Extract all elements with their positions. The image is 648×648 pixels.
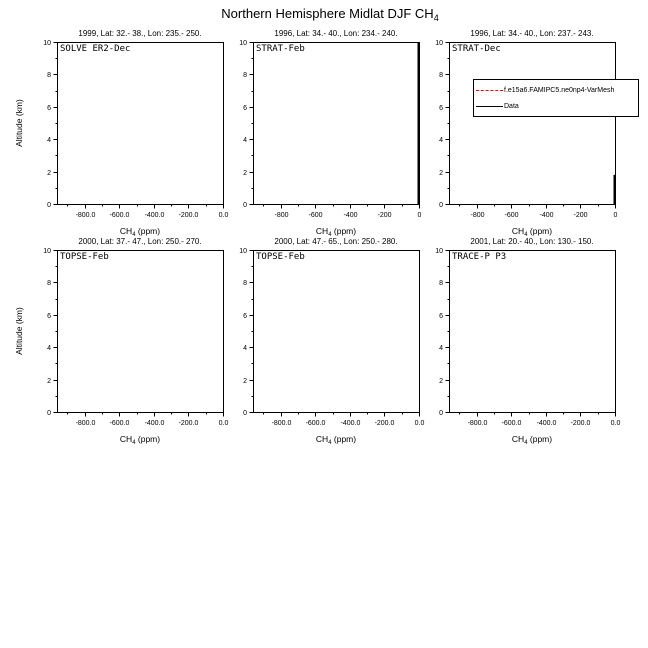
svg-text:10: 10 bbox=[435, 248, 443, 255]
svg-text:2: 2 bbox=[47, 170, 51, 177]
svg-text:-800: -800 bbox=[274, 212, 289, 219]
svg-text:0: 0 bbox=[439, 410, 443, 417]
svg-text:6: 6 bbox=[47, 105, 51, 112]
panel-label: STRAT-Feb bbox=[256, 44, 305, 54]
svg-text:4: 4 bbox=[243, 137, 247, 144]
legend-data-label: Data bbox=[504, 102, 519, 110]
svg-text:-800.0: -800.0 bbox=[271, 420, 292, 427]
svg-text:-800.0: -800.0 bbox=[467, 420, 488, 427]
svg-text:-200: -200 bbox=[377, 212, 392, 219]
svg-text:10: 10 bbox=[239, 248, 247, 255]
x-axis-label-subscript: 4 bbox=[132, 440, 136, 446]
panel-subtitle: 1996, Lat: 34.- 40., Lon: 237.- 243. bbox=[470, 29, 594, 38]
svg-text:-600.0: -600.0 bbox=[305, 420, 326, 427]
panel-trace-p-p3 bbox=[435, 237, 621, 446]
panel-label: TOPSE-Feb bbox=[256, 252, 305, 262]
legend-model-label: f.e15a6.FAMIPC5.ne0np4-VarMesh bbox=[504, 86, 615, 94]
svg-text:4: 4 bbox=[47, 137, 51, 144]
figure-title-text: Northern Hemisphere Midlat DJF CH bbox=[221, 6, 434, 21]
svg-text:0.0: 0.0 bbox=[218, 420, 229, 427]
x-axis-label-units: (ppm) bbox=[331, 226, 357, 236]
x-axis-label-units: (ppm) bbox=[527, 434, 553, 444]
figure-title-subscript: 4 bbox=[433, 13, 439, 23]
panel-subtitle: 2001, Lat: 20.- 40., Lon: 130.- 150. bbox=[470, 237, 594, 246]
x-axis-label-units: (ppm) bbox=[331, 434, 357, 444]
svg-text:8: 8 bbox=[47, 72, 51, 79]
svg-text:-600.0: -600.0 bbox=[109, 420, 130, 427]
svg-text:6: 6 bbox=[439, 105, 443, 112]
svg-text:0: 0 bbox=[417, 212, 422, 219]
svg-text:10: 10 bbox=[43, 248, 51, 255]
svg-text:-200.0: -200.0 bbox=[178, 420, 199, 427]
svg-text:8: 8 bbox=[243, 280, 247, 287]
legend bbox=[473, 79, 639, 117]
svg-text:0.0: 0.0 bbox=[414, 420, 425, 427]
svg-text:-400: -400 bbox=[343, 212, 358, 219]
panel-label: STRAT-Dec bbox=[452, 44, 501, 54]
svg-text:-200.0: -200.0 bbox=[178, 212, 199, 219]
panel-topse-feb-2 bbox=[239, 237, 425, 446]
svg-text:6: 6 bbox=[243, 105, 247, 112]
svg-text:0: 0 bbox=[243, 202, 247, 209]
panel-label: SOLVE ER2-Dec bbox=[60, 44, 131, 54]
legend-entry-model bbox=[476, 84, 638, 96]
svg-text:2: 2 bbox=[47, 378, 51, 385]
svg-text:2: 2 bbox=[439, 170, 443, 177]
y-axis-label: Altitude (km) bbox=[14, 99, 24, 147]
svg-text:-200.0: -200.0 bbox=[374, 420, 395, 427]
svg-text:10: 10 bbox=[239, 40, 247, 47]
panel-subtitle: 2000, Lat: 37.- 47., Lon: 250.- 270. bbox=[78, 237, 202, 246]
svg-text:8: 8 bbox=[243, 72, 247, 79]
svg-text:-600.0: -600.0 bbox=[501, 420, 522, 427]
svg-text:6: 6 bbox=[47, 313, 51, 320]
svg-text:-800.0: -800.0 bbox=[75, 420, 96, 427]
x-axis-label-text: CH bbox=[119, 434, 133, 444]
x-axis-label-subscript: 4 bbox=[328, 232, 332, 238]
panel-label: TRACE-P P3 bbox=[452, 252, 507, 262]
svg-text:-200: -200 bbox=[573, 212, 588, 219]
panel-subtitle: 2000, Lat: 47.- 65., Lon: 250.- 280. bbox=[274, 237, 398, 246]
svg-text:0: 0 bbox=[243, 410, 247, 417]
svg-text:-200.0: -200.0 bbox=[570, 420, 591, 427]
x-axis-label-text: CH bbox=[315, 434, 329, 444]
svg-text:0: 0 bbox=[47, 410, 51, 417]
svg-text:-600: -600 bbox=[308, 212, 323, 219]
svg-text:0: 0 bbox=[613, 212, 618, 219]
x-axis-label-units: (ppm) bbox=[527, 226, 553, 236]
plot-area bbox=[399, 24, 635, 259]
svg-text:6: 6 bbox=[439, 313, 443, 320]
svg-text:0: 0 bbox=[47, 202, 51, 209]
x-axis-label-subscript: 4 bbox=[328, 440, 332, 446]
svg-text:-800: -800 bbox=[470, 212, 485, 219]
svg-text:8: 8 bbox=[439, 72, 443, 79]
svg-text:-600.0: -600.0 bbox=[109, 212, 130, 219]
x-axis-label-units: (ppm) bbox=[135, 226, 161, 236]
panel-strat-dec bbox=[435, 29, 618, 238]
x-axis-label-text: CH bbox=[511, 434, 525, 444]
svg-text:-400.0: -400.0 bbox=[144, 420, 165, 427]
svg-text:0.0: 0.0 bbox=[218, 212, 229, 219]
svg-text:-600: -600 bbox=[504, 212, 519, 219]
x-axis-label-text: CH bbox=[119, 226, 133, 236]
x-axis-label-units: (ppm) bbox=[135, 434, 161, 444]
panel-subtitle: 1996, Lat: 34.- 40., Lon: 234.- 240. bbox=[274, 29, 398, 38]
svg-text:8: 8 bbox=[47, 280, 51, 287]
svg-text:10: 10 bbox=[43, 40, 51, 47]
x-axis-label-text: CH bbox=[511, 226, 525, 236]
plot-area bbox=[399, 232, 635, 467]
svg-text:2: 2 bbox=[243, 378, 247, 385]
svg-text:6: 6 bbox=[243, 313, 247, 320]
figure-title bbox=[0, 6, 648, 23]
model-dashed-line-icon bbox=[476, 90, 503, 91]
data-solid-line-icon bbox=[476, 106, 503, 107]
panel-label: TOPSE-Feb bbox=[60, 252, 109, 262]
x-axis-label-subscript: 4 bbox=[524, 232, 528, 238]
svg-text:8: 8 bbox=[439, 280, 443, 287]
svg-text:-400.0: -400.0 bbox=[144, 212, 165, 219]
x-axis-label-text: CH bbox=[315, 226, 329, 236]
svg-text:-400.0: -400.0 bbox=[536, 420, 557, 427]
svg-text:-400: -400 bbox=[539, 212, 554, 219]
legend-entry-data bbox=[476, 100, 638, 112]
x-axis-label-subscript: 4 bbox=[132, 232, 136, 238]
svg-text:4: 4 bbox=[439, 345, 443, 352]
panel-solve-er2-dec bbox=[14, 29, 229, 238]
svg-text:-800.0: -800.0 bbox=[75, 212, 96, 219]
y-axis-label: Altitude (km) bbox=[14, 307, 24, 355]
svg-text:2: 2 bbox=[439, 378, 443, 385]
svg-text:4: 4 bbox=[439, 137, 443, 144]
panel-strat-feb bbox=[239, 29, 422, 238]
svg-text:10: 10 bbox=[435, 40, 443, 47]
svg-text:2: 2 bbox=[243, 170, 247, 177]
svg-text:4: 4 bbox=[47, 345, 51, 352]
svg-text:4: 4 bbox=[243, 345, 247, 352]
panel-topse-feb-1 bbox=[14, 237, 229, 446]
svg-text:0: 0 bbox=[439, 202, 443, 209]
x-axis-label-subscript: 4 bbox=[524, 440, 528, 446]
panel-subtitle: 1999, Lat: 32.- 38., Lon: 235.- 250. bbox=[78, 29, 202, 38]
svg-text:-400.0: -400.0 bbox=[340, 420, 361, 427]
svg-text:0.0: 0.0 bbox=[610, 420, 621, 427]
